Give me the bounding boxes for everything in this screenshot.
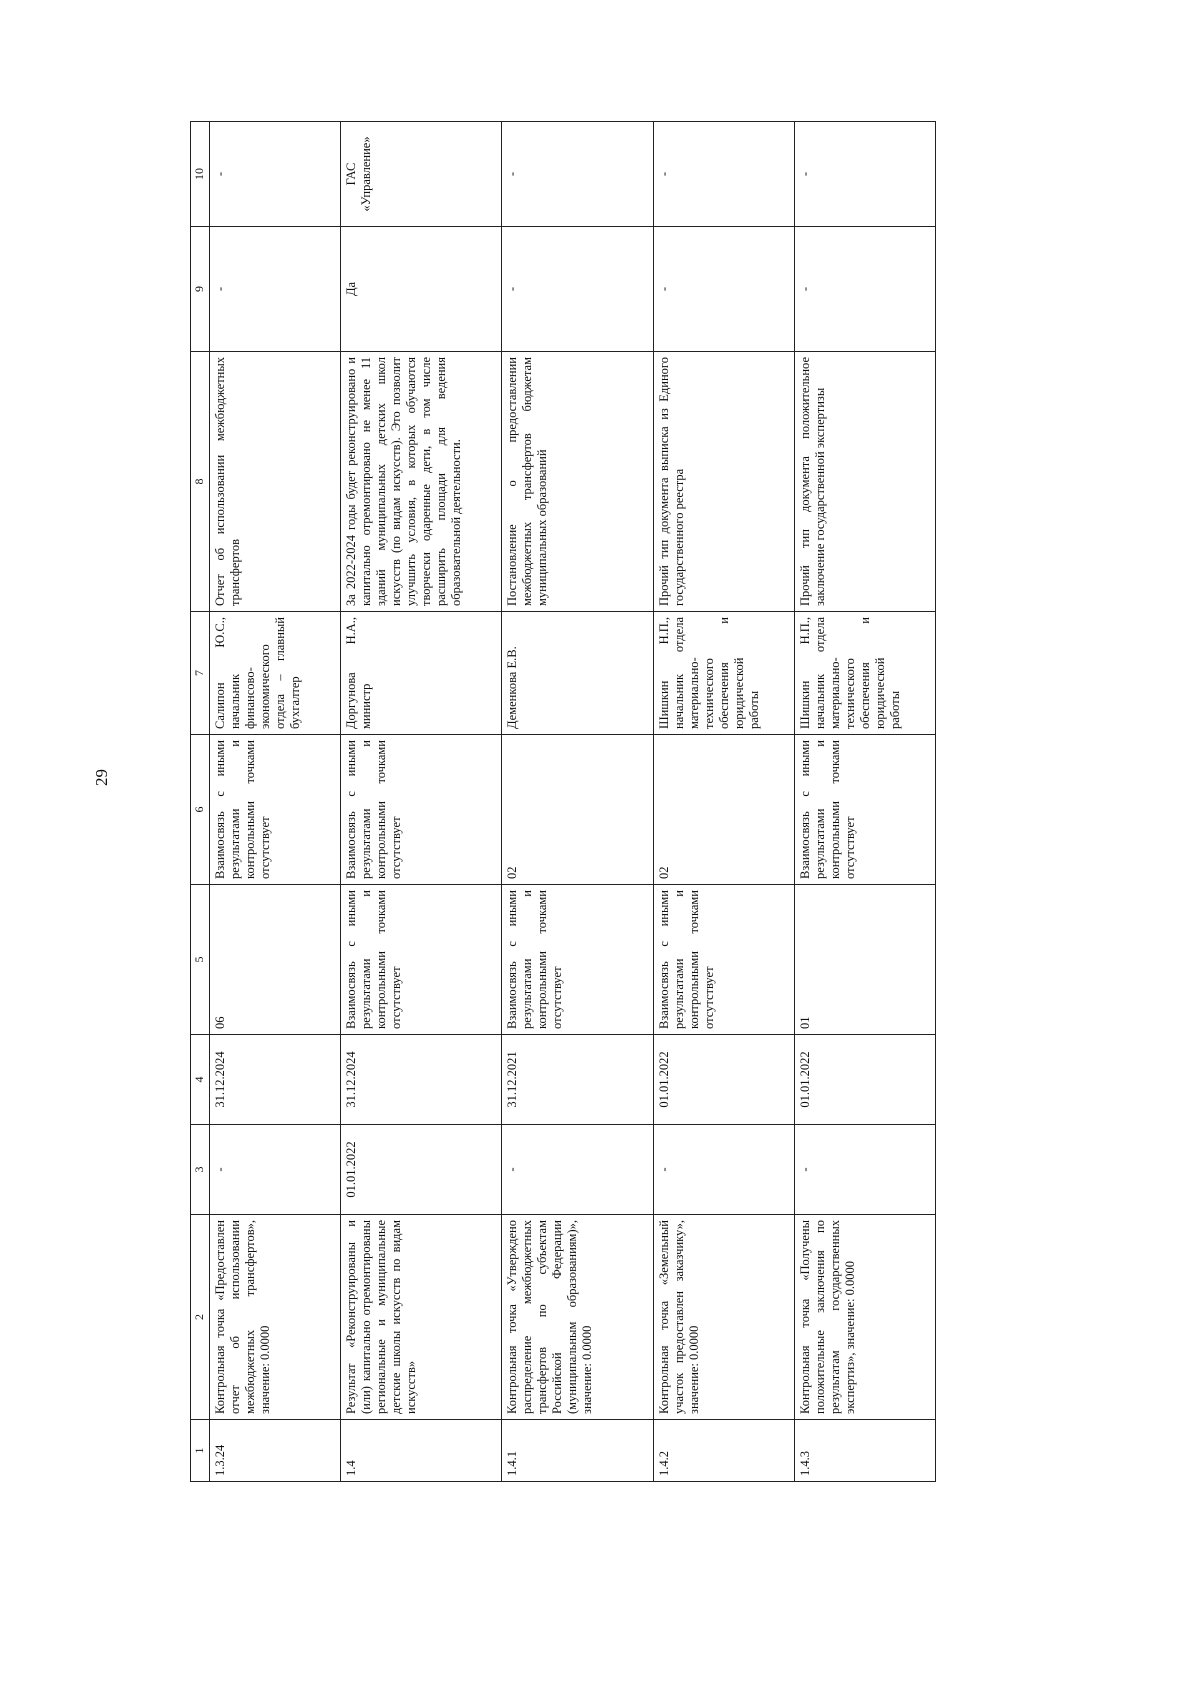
document-type: Постановление о предоставлении межбюджетных трансфертов бюджетам муниципальных образований: [502, 352, 653, 612]
column-10-value: -: [794, 122, 935, 227]
successors: 02: [502, 735, 653, 885]
column-header: 6: [191, 735, 210, 885]
column-header: 5: [191, 885, 210, 1035]
page-number: 29: [92, 769, 111, 786]
document-type: Прочий тип документа положительное заключение государственной экспертизы: [794, 352, 935, 612]
item-name: Результат «Реконструированы и (или) капитально отремонтированы региональные и муниципальные детские школы искусств по видам искусств»: [341, 1215, 502, 1420]
item-name: Контрольная точка «Утверждено распределение межбюджетных трансфертов по субъектам Российской Федерации (муниципальным образованиям)», значение: 0.0000: [502, 1215, 653, 1420]
end-date: 31.12.2024: [341, 1035, 502, 1125]
column-10-value: -: [210, 122, 341, 227]
item-name: Контрольная точка «Предоставлен отчет об использовании межбюджетных трансфертов», значение: 0.0000: [210, 1215, 341, 1420]
row-number: 1.4.2: [653, 1420, 794, 1482]
successors: Взаимосвязь с иными результатами и контрольными точками отсутствует: [341, 735, 502, 885]
end-date: 01.01.2022: [653, 1035, 794, 1125]
item-name: Контрольная точка «Получены положительные заключения по результатам государственных экспертиз», значение: 0.0000: [794, 1215, 935, 1420]
item-name: Контрольная точка «Земельный участок предоставлен заказчику», значение: 0.0000: [653, 1215, 794, 1420]
end-date: 31.12.2024: [210, 1035, 341, 1125]
column-header: 3: [191, 1125, 210, 1215]
row-number: 1.4.3: [794, 1420, 935, 1482]
column-9-value: -: [502, 227, 653, 352]
header-row: [191, 122, 210, 1482]
table-row: [502, 122, 653, 1482]
plan-table-wrapper: [190, 122, 936, 1482]
predecessors: Взаимосвязь с иными результатами и контрольными точками отсутствует: [341, 885, 502, 1035]
table-row: [653, 122, 794, 1482]
end-date: 01.01.2022: [794, 1035, 935, 1125]
start-date: -: [210, 1125, 341, 1215]
responsible: Салипон Ю.С., начальник финансово-экономического отдела – главный бухгалтер: [210, 612, 341, 735]
row-number: 1.4: [341, 1420, 502, 1482]
document-type: Отчет об использовании межбюджетных трансфертов: [210, 352, 341, 612]
predecessors: Взаимосвязь с иными результатами и контрольными точками отсутствует: [502, 885, 653, 1035]
column-10-value: ГАС «Управление»: [341, 122, 502, 227]
predecessors: 06: [210, 885, 341, 1035]
column-10-value: -: [653, 122, 794, 227]
column-header: 1: [191, 1420, 210, 1482]
column-10-value: -: [502, 122, 653, 227]
column-header: 10: [191, 122, 210, 227]
responsible: Доргунова Н.А., министр: [341, 612, 502, 735]
responsible: Деменкова Е.В.: [502, 612, 653, 735]
start-date: -: [502, 1125, 653, 1215]
start-date: -: [794, 1125, 935, 1215]
column-header: 7: [191, 612, 210, 735]
predecessors: Взаимосвязь с иными результатами и контрольными точками отсутствует: [653, 885, 794, 1035]
column-9-value: Да: [341, 227, 502, 352]
column-9-value: -: [794, 227, 935, 352]
responsible: Шишкин Н.П., начальник отдела материально-технического обеспечения и юридической работы: [794, 612, 935, 735]
column-9-value: -: [653, 227, 794, 352]
table-row: [794, 122, 935, 1482]
successors: Взаимосвязь с иными результатами и контрольными точками отсутствует: [210, 735, 341, 885]
column-header: 2: [191, 1215, 210, 1420]
predecessors: 01: [794, 885, 935, 1035]
row-number: 1.3.24: [210, 1420, 341, 1482]
column-header: 9: [191, 227, 210, 352]
end-date: 31.12.2021: [502, 1035, 653, 1125]
table-row: [341, 122, 502, 1482]
row-number: 1.4.1: [502, 1420, 653, 1482]
document-type: Прочий тип документа выписка из Единого государственного реестра: [653, 352, 794, 612]
table-row: [210, 122, 341, 1482]
responsible: Шишкин Н.П., начальник отдела материально-технического обеспечения и юридической работы: [653, 612, 794, 735]
successors: 02: [653, 735, 794, 885]
plan-table: [190, 121, 936, 1482]
column-header: 4: [191, 1035, 210, 1125]
start-date: 01.01.2022: [341, 1125, 502, 1215]
column-header: 8: [191, 352, 210, 612]
successors: Взаимосвязь с иными результатами и контрольными точками отсутствует: [794, 735, 935, 885]
document-type: За 2022-2024 годы будет реконструировано и капитально отремонтировано не менее 11 зданий муниципальных детских школ искусств (по видам искусств). Это позволит улучшить условия, в которых обучаются творчески одаренные дети, в том числе расширить площади для ведения образовательной деятельности.: [341, 352, 502, 612]
column-9-value: -: [210, 227, 341, 352]
start-date: -: [653, 1125, 794, 1215]
